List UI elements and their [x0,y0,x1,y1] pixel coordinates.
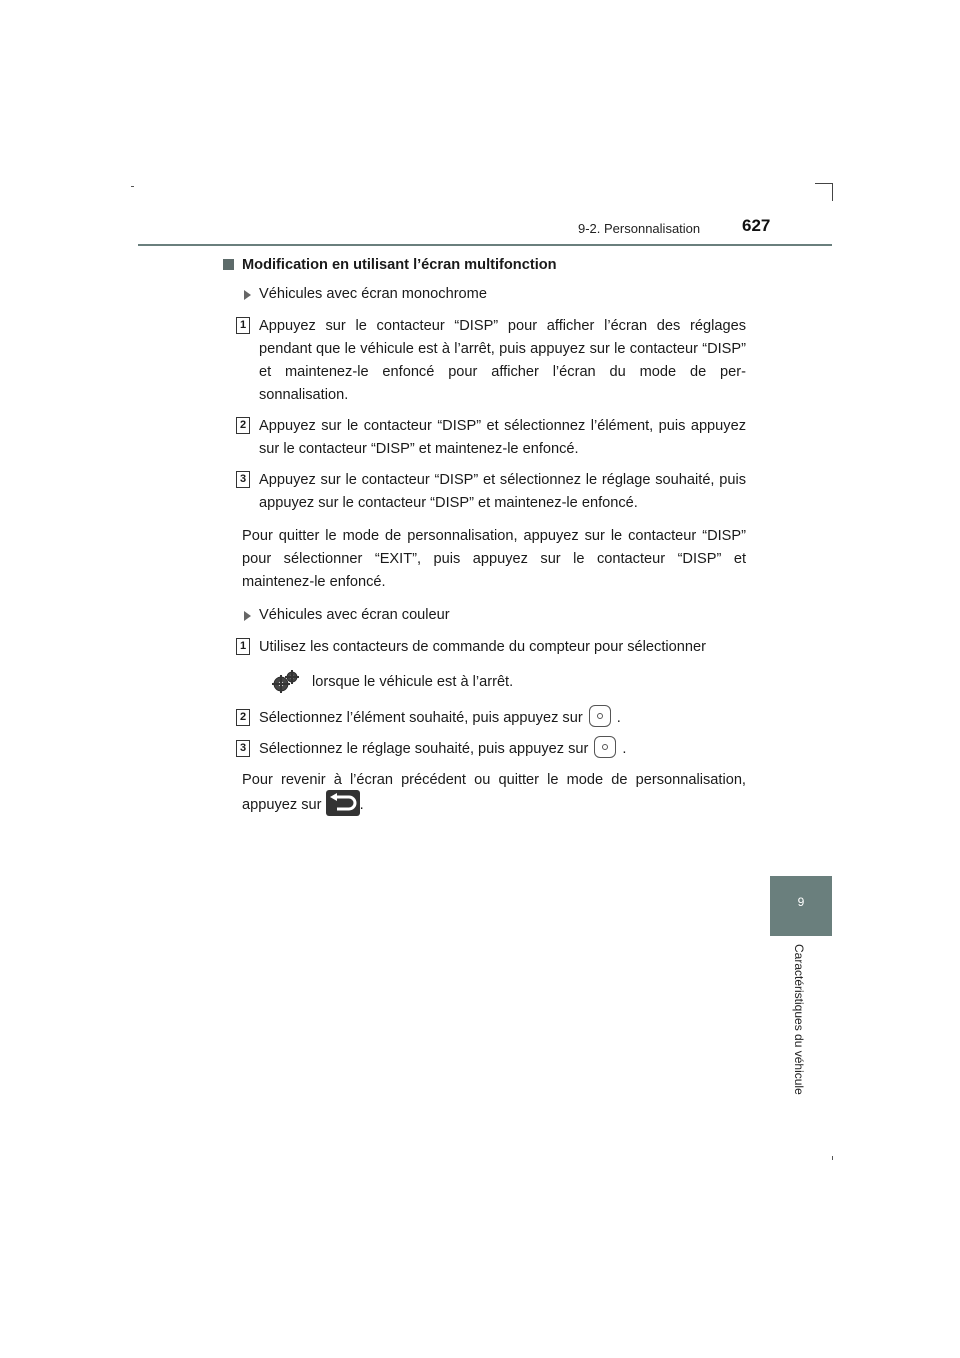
step-text: Appuyez sur le contacteur “DISP” et sélectionnez le réglage souhaité, puis appuyez sur le contacteur “DISP” et maintenez-le enfoncé. [259,472,746,511]
ok-button-icon [594,736,616,758]
section-heading [222,254,746,278]
step-item [222,415,746,461]
chapter-tab-label: Caractéristiques du véhicule [792,944,806,1095]
section-heading-text: Modification en utilisant l’écran multifonction [242,257,557,273]
step-number: 1 [236,317,250,334]
crop-mark [832,183,833,201]
step-continuation [222,667,746,699]
subsection-color-title: Véhicules avec écran couleur [259,607,450,623]
step-number: 1 [236,638,250,655]
back-arrow-icon [326,790,360,816]
step-text: Utilisez les contacteurs de commande du compteur pour sélectionner [259,639,706,655]
return-note-text: Pour revenir à l’écran précédent ou quitter le mode de personnalisation, appuyez sur [242,772,746,813]
ok-button-icon [589,705,611,727]
return-note-end: . [359,796,364,813]
chapter-tab-number: 9 [797,895,805,909]
gear-icon [270,669,300,695]
step-end: . [616,710,621,726]
heading-square-icon [223,259,234,270]
return-note [222,769,746,818]
triangle-bullet-icon [244,290,251,300]
subsection-color [222,604,746,628]
step-item [222,469,746,515]
step-item [222,738,746,761]
step-number: 2 [236,417,250,434]
subsection-mono [222,283,746,307]
step-text: Appuyez sur le contacteur “DISP” et sélectionnez l’élément, puis appuyez sur le contacteur “DISP” et maintenez-le enfoncé. [259,418,746,457]
page-number: 627 [742,216,771,235]
step-item [222,636,746,659]
exit-note: Pour quitter le mode de personnalisation, appuyez sur le contacteur “DISP” pour sélectionner “EXIT”, puis appuyez sur le contacteur “DISP” et maintenez-le enfoncé. [242,528,746,590]
step-number: 3 [236,740,250,757]
step-text: Sélectionnez le réglage souhaité, puis appuyez sur [259,741,589,757]
subsection-mono-title: Véhicules avec écran monochrome [259,286,487,302]
step-item [222,315,746,407]
triangle-bullet-icon [244,611,251,621]
running-head: 9-2. Personnalisation [578,221,701,236]
step-text: lorsque le véhicule est à l’arrêt. [312,674,514,690]
main-content [222,254,746,818]
crop-mark [131,186,134,187]
step-end: . [622,741,627,757]
crop-mark [832,1156,833,1160]
crop-mark [815,183,833,184]
step-number: 2 [236,709,250,726]
step-item [222,707,746,730]
step-text: Sélectionnez l’élément souhaité, puis appuyez sur [259,710,583,726]
header-rule [138,244,832,246]
step-text: Appuyez sur le contacteur “DISP” pour afficher l’écran des réglages pendant que le véhicule est à l’arrêt, puis appuyez sur le contacteur “DISP” et maintenez-le enfoncé pour afficher l’écran du mode de per- sonnalisation. [259,318,746,403]
step-number: 3 [236,471,250,488]
